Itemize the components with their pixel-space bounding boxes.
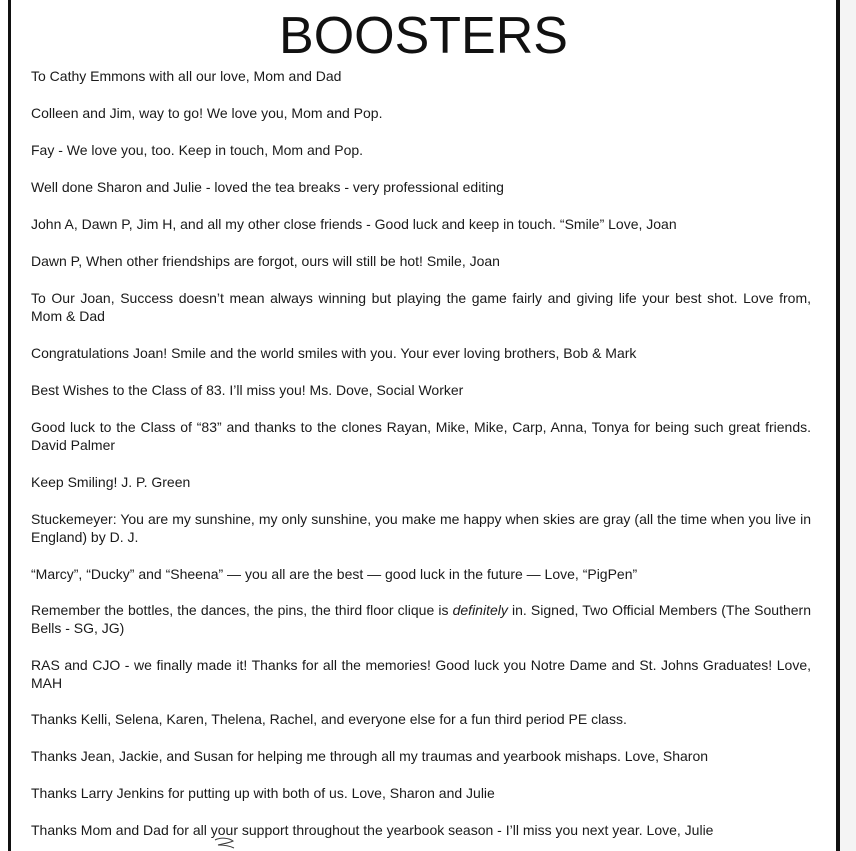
booster-message: Best Wishes to the Class of 83. I’ll miss you! Ms. Dove, Social Worker — [31, 382, 464, 398]
booster-message: Fay - We love you, too. Keep in touch, Mom and Pop. — [31, 142, 364, 158]
booster-message: To Cathy Emmons with all our love, Mom and Dad — [31, 68, 342, 84]
right-border-rule — [836, 0, 840, 851]
booster-message: Thanks Larry Jenkins for putting up with both of us. Love, Sharon and Julie — [31, 785, 495, 801]
booster-message: Remember the bottles, the dances, the pins, the third floor clique is definitely in. Signed, Two Official Members (The Southern Bells - SG, JG) — [31, 602, 811, 636]
booster-message: Thanks Jean, Jackie, and Susan for helping me through all my traumas and yearbook mishaps. Love, Sharon — [31, 748, 709, 764]
page-title: BOOSTERS — [279, 7, 568, 65]
booster-message: Thanks Kelli, Selena, Karen, Thelena, Rachel, and everyone else for a fun third period PE class. — [31, 711, 627, 727]
booster-message: Colleen and Jim, way to go! We love you, Mom and Pop. — [31, 105, 383, 121]
booster-emphasis: definitely — [452, 602, 508, 618]
booster-message: Keep Smiling! J. P. Green — [31, 474, 191, 490]
booster-message: Stuckemeyer: You are my sunshine, my only sunshine, you make me happy when skies are gray (all the time when you live in England) by D. J. — [31, 511, 811, 545]
booster-message: Congratulations Joan! Smile and the world smiles with you. Your ever loving brothers, Bob & Mark — [31, 345, 637, 361]
booster-message: Well done Sharon and Julie - loved the tea breaks - very professional editing — [31, 179, 504, 195]
booster-message: Good luck to the Class of “83” and thanks to the clones Rayan, Mike, Mike, Carp, Anna, Tonya for being such great friends. David Palmer — [31, 419, 811, 453]
booster-message: “Marcy”, “Ducky” and “Sheena” — you all are the best — good luck in the future — Love, “PigPen” — [31, 566, 638, 582]
pen-scribble-mark — [212, 836, 242, 851]
booster-message: RAS and CJO - we finally made it! Thanks for all the memories! Good luck you Notre Dame and St. Johns Graduates! Love, MAH — [31, 657, 811, 691]
left-border-rule — [8, 0, 11, 851]
page-edge — [840, 0, 856, 851]
booster-message: John A, Dawn P, Jim H, and all my other close friends - Good luck and keep in touch. “Smile” Love, Joan — [31, 216, 677, 232]
booster-message: Dawn P, When other friendships are forgot, ours will still be hot! Smile, Joan — [31, 253, 500, 269]
booster-message: Thanks Mom and Dad for all your support throughout the yearbook season - I’ll miss you next year. Love, Julie — [31, 822, 714, 838]
booster-message: To Our Joan, Success doesn’t mean always winning but playing the game fairly and giving life your best shot. Love from, Mom & Dad — [31, 290, 811, 324]
